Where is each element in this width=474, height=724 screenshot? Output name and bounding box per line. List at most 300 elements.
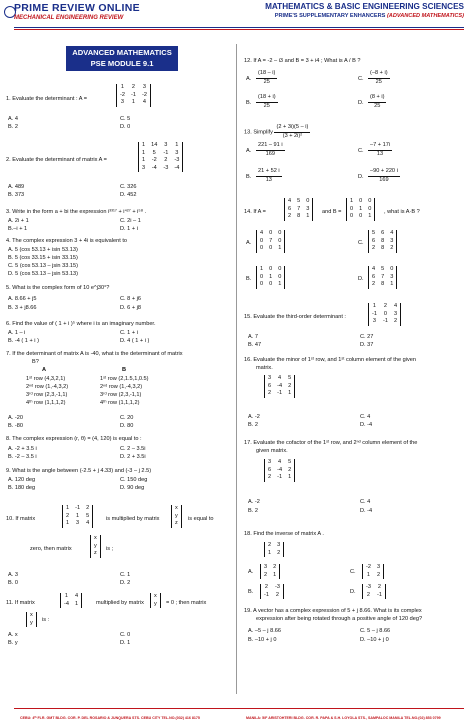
cell: 3 bbox=[76, 520, 80, 527]
cell: 1 bbox=[390, 281, 394, 288]
question-16 bbox=[244, 357, 416, 372]
cell: 0 bbox=[278, 273, 282, 280]
cell: 1 bbox=[76, 512, 80, 519]
cell: 0 bbox=[390, 266, 394, 272]
matrix bbox=[62, 505, 93, 528]
question-text: 10. If matrix bbox=[6, 516, 36, 522]
cell: 0 bbox=[368, 198, 372, 204]
question-11-end bbox=[166, 600, 206, 608]
options bbox=[248, 564, 468, 604]
cell: 1 bbox=[278, 245, 282, 252]
cell: 0 bbox=[359, 198, 363, 204]
numerator: (–8 + i) bbox=[368, 70, 390, 79]
option-d[interactable]: D. 2 bbox=[120, 580, 131, 586]
cell: 2 bbox=[288, 213, 292, 220]
question-text: 7. If the determinant of matrix A is -40, what is the determinant of matrix bbox=[6, 351, 183, 357]
cell: 2 bbox=[288, 466, 292, 473]
cell: y bbox=[94, 542, 97, 549]
option-b[interactable]: B. 2 bbox=[8, 124, 18, 130]
module-line1: ADVANCED MATHEMATICS bbox=[72, 48, 172, 57]
cell: 0 bbox=[350, 213, 354, 220]
cell: 0 bbox=[269, 281, 273, 288]
option-c[interactable]: C. 20 bbox=[120, 415, 134, 421]
question-11-mid bbox=[96, 600, 144, 608]
cell: 0 bbox=[383, 310, 388, 317]
subject-title: MATHEMATICS & BASIC ENGINEERING SCIENCES bbox=[265, 2, 464, 11]
question-18 bbox=[244, 531, 324, 539]
cell: x bbox=[175, 505, 178, 511]
option-c[interactable]: C. 326 bbox=[120, 184, 137, 190]
option-b-label: B. bbox=[248, 589, 254, 595]
cell: 1 bbox=[269, 273, 273, 280]
option-d-label: D. bbox=[358, 276, 364, 282]
cell: -4 bbox=[277, 466, 283, 473]
option-a-label: A. bbox=[246, 240, 252, 246]
question-10-line2 bbox=[30, 546, 72, 554]
option-b[interactable]: B. -80 bbox=[8, 423, 23, 429]
option-c[interactable]: C. 2i – 1 bbox=[120, 218, 141, 224]
option-b[interactable]: B. 2 bbox=[248, 422, 258, 428]
option-a[interactable]: A. x bbox=[8, 632, 18, 638]
cell: -1 bbox=[277, 390, 283, 397]
subject-sub-b: (ADVANCED MATHEMATICS) bbox=[386, 13, 464, 19]
option-d[interactable]: D. 37 bbox=[360, 342, 374, 348]
cell: 0 bbox=[368, 205, 372, 212]
option-a[interactable]: A. 489 bbox=[8, 184, 25, 190]
numerator: (2 + 3i)(5 – i) bbox=[274, 124, 310, 133]
option-a[interactable]: A. 5 (cos 53.13 + isin 53.13) bbox=[8, 247, 78, 253]
cell: 2 bbox=[86, 505, 90, 511]
cell: 4 bbox=[86, 520, 90, 527]
footer bbox=[0, 712, 474, 724]
cell: 2 bbox=[376, 571, 381, 578]
cell: 0 bbox=[359, 213, 363, 220]
vector bbox=[90, 535, 101, 558]
question-10 bbox=[6, 516, 35, 524]
option-c[interactable]: C. 5 – j 8.66 bbox=[360, 628, 391, 634]
cell: 6 bbox=[372, 237, 376, 244]
options bbox=[8, 247, 228, 281]
cell: 1 bbox=[288, 474, 292, 481]
cell: 2 bbox=[277, 549, 281, 556]
options bbox=[248, 628, 468, 646]
option-d-label: D. bbox=[350, 589, 356, 595]
option-d[interactable] bbox=[368, 266, 397, 289]
question-text: is equal to bbox=[188, 516, 214, 522]
cell: 6 bbox=[268, 382, 272, 389]
question-text: 5. What is the complex form of 10 e^j30°? bbox=[6, 285, 110, 291]
numerator: –7 + 17i bbox=[368, 142, 392, 151]
option-b[interactable] bbox=[256, 168, 282, 184]
option-c[interactable]: C. 150 deg bbox=[120, 477, 148, 483]
cell: 2 bbox=[288, 382, 292, 389]
option-d[interactable]: D. -4 bbox=[360, 422, 373, 428]
option-a[interactable]: A. 2i + 1 bbox=[8, 218, 29, 224]
option-b-label: B. bbox=[246, 276, 252, 282]
row-b: 2ⁿᵈ row (1,-4,3,2) bbox=[100, 384, 143, 390]
cell: 1 bbox=[273, 571, 277, 578]
cell: 3 bbox=[376, 564, 381, 570]
cell: -1 bbox=[376, 591, 382, 598]
option-d[interactable] bbox=[368, 94, 386, 110]
header-rule bbox=[14, 27, 464, 28]
matrix bbox=[264, 459, 295, 482]
cell: 0 bbox=[260, 273, 264, 280]
option-d[interactable]: D. 80 bbox=[120, 423, 134, 429]
question-13 bbox=[244, 124, 310, 140]
question-7 bbox=[6, 351, 183, 366]
option-b[interactable]: B.–i + 1 bbox=[8, 226, 28, 232]
option-b[interactable]: B. y bbox=[8, 640, 18, 646]
options bbox=[8, 477, 228, 495]
cell: 2 bbox=[372, 281, 376, 288]
cell: 5 bbox=[86, 512, 90, 519]
question-14-mid bbox=[322, 209, 341, 217]
question-10-end bbox=[188, 516, 214, 524]
cell: -4 bbox=[277, 382, 283, 389]
option-a[interactable]: A. 1 – i bbox=[8, 330, 26, 336]
cell: 6 bbox=[288, 205, 292, 212]
cell: -3 bbox=[174, 157, 180, 164]
cell: 3 bbox=[120, 99, 125, 106]
option-a[interactable]: A. –5 – j 8.66 bbox=[248, 628, 281, 634]
cell: 5 bbox=[372, 230, 376, 236]
option-d[interactable]: D. -4 bbox=[360, 508, 373, 514]
question-11 bbox=[6, 600, 35, 608]
cell: 1 bbox=[120, 84, 125, 90]
row-b: 4ᵗʰ row (1,1,1,2) bbox=[100, 400, 140, 406]
cell: 6 bbox=[372, 273, 376, 280]
cell: 4 bbox=[278, 459, 282, 465]
options bbox=[246, 70, 466, 118]
question-3 bbox=[6, 209, 146, 217]
cell: 7 bbox=[269, 237, 273, 244]
matrix bbox=[264, 542, 284, 557]
vector bbox=[150, 593, 161, 608]
option-c[interactable]: C. 4 bbox=[360, 499, 371, 505]
option-c-label: C. bbox=[350, 569, 356, 575]
row-a: 3ʳᵈ row (2,3,-1,1) bbox=[26, 392, 68, 398]
option-b[interactable] bbox=[260, 584, 284, 599]
question-text: 12. If A = -2 – i3 and B = 3 + i4 ; What is bbox=[244, 58, 343, 64]
option-d[interactable]: D. 5 (cos 53.13 – jsin 53.13) bbox=[8, 271, 78, 277]
question-text-cont: expression after being rotated through a positive angle of 120 deg? bbox=[256, 615, 423, 622]
option-d[interactable]: D. 6 + j8 bbox=[120, 305, 141, 311]
cell: 3 bbox=[164, 142, 168, 148]
option-c-label: C. bbox=[358, 148, 364, 154]
option-d-label: D. bbox=[358, 100, 364, 106]
cell: 2 bbox=[366, 591, 371, 598]
options bbox=[8, 184, 228, 202]
cell: x bbox=[94, 535, 97, 541]
cell: 8 bbox=[381, 237, 385, 244]
cell: 1 bbox=[359, 205, 363, 212]
question-text: 3. Write in the form a + bi the expression i³³¹⁷ + i⁴²⁷ + i⁵⁸ . bbox=[6, 209, 147, 215]
denominator: 13 bbox=[376, 150, 384, 157]
option-a[interactable]: A. 3 bbox=[8, 572, 18, 578]
question-4 bbox=[6, 238, 127, 246]
cell: 2 bbox=[66, 512, 70, 519]
question-text: is : bbox=[42, 617, 50, 623]
matrix bbox=[60, 593, 82, 608]
heading-b: B bbox=[122, 367, 127, 373]
row-a: 2ⁿᵈ row (1,-4,3,2) bbox=[26, 384, 69, 390]
cell: 1 bbox=[74, 600, 79, 607]
options bbox=[248, 499, 468, 517]
option-a-label: A. bbox=[246, 76, 252, 82]
header-left bbox=[14, 2, 234, 21]
cell: 1 bbox=[288, 390, 292, 397]
cell: 5 bbox=[288, 459, 292, 465]
cell: 3 bbox=[175, 149, 179, 156]
cell: x bbox=[30, 612, 33, 618]
cell: z bbox=[94, 550, 97, 557]
option-d[interactable] bbox=[368, 168, 400, 184]
option-c[interactable]: C. 1 bbox=[120, 572, 131, 578]
option-a-label: A. bbox=[248, 569, 254, 575]
cell: 1 bbox=[268, 549, 272, 556]
option-d[interactable]: D. 452 bbox=[120, 192, 137, 198]
option-a[interactable]: A. -2 + 3.5 i bbox=[8, 446, 37, 452]
numerator: (18 – i) bbox=[256, 70, 277, 79]
question-text: 4. The complex expression 3 + 4i is equivalent to bbox=[6, 238, 128, 244]
options bbox=[246, 230, 466, 300]
cell: 3 bbox=[264, 564, 268, 570]
matrix bbox=[284, 198, 313, 221]
cell: 0 bbox=[269, 230, 273, 236]
option-a[interactable] bbox=[260, 564, 280, 579]
cell: y bbox=[154, 600, 157, 607]
options bbox=[246, 142, 466, 198]
question-10-tail bbox=[106, 546, 113, 554]
option-c[interactable]: C. 0 bbox=[120, 632, 131, 638]
option-d[interactable]: D. 1 bbox=[120, 640, 131, 646]
row-b: 1ˢᵗ row (2,1.5,1,0.5) bbox=[100, 376, 149, 382]
numerator: (8 + i) bbox=[368, 94, 386, 103]
question-text: 1. Evaluate the determinant : A = bbox=[6, 96, 88, 102]
cell: 0 bbox=[278, 230, 282, 236]
option-b[interactable]: B. 373 bbox=[8, 192, 25, 198]
cell: 0 bbox=[260, 237, 264, 244]
cell: 2 bbox=[264, 584, 269, 590]
option-a[interactable]: A. 8.66 + j5 bbox=[8, 296, 37, 302]
cell: 4 bbox=[260, 230, 264, 236]
option-a[interactable] bbox=[256, 142, 285, 158]
cell: 5 bbox=[288, 375, 292, 381]
cell: 3 bbox=[390, 273, 394, 280]
options bbox=[8, 116, 228, 134]
cell: 4 bbox=[278, 375, 282, 381]
option-b[interactable]: B. –10 + j 0 bbox=[248, 637, 277, 643]
matrix bbox=[368, 303, 401, 326]
question-text: is multiplied by matrix bbox=[106, 516, 160, 522]
cell: 6 bbox=[381, 230, 385, 236]
cell: 14 bbox=[151, 142, 158, 148]
cell: -4 bbox=[151, 164, 157, 171]
option-a-label: A. bbox=[246, 148, 252, 154]
heading-a: A bbox=[42, 367, 47, 373]
cell: 2 bbox=[164, 157, 168, 164]
footer-cebu-address: CEBU: 4ᵗʰ FLR. GMT BLDG. COR. P. DEL ROSARIO & JUNQUERA STS. CEBU CITY TEL.NO.(032) 416 8175 bbox=[20, 716, 200, 720]
vector bbox=[26, 612, 37, 627]
cell: 3 bbox=[142, 164, 146, 171]
question-text: 15. Evaluate the third-order determinant : bbox=[244, 314, 346, 320]
option-b[interactable]: B. -2 – 3.5 i bbox=[8, 454, 37, 460]
question-15 bbox=[244, 314, 346, 322]
matrix bbox=[116, 84, 151, 107]
matrix bbox=[138, 142, 183, 172]
module-title-box bbox=[66, 46, 178, 71]
question-text: 13. Simplify bbox=[244, 129, 273, 136]
cell: 7 bbox=[297, 205, 301, 212]
option-c[interactable] bbox=[368, 70, 390, 86]
cell: 1 bbox=[142, 149, 146, 156]
subject-subtitle bbox=[234, 13, 464, 19]
cell: x bbox=[154, 593, 157, 599]
option-d[interactable]: D. 2 + 3.5i bbox=[120, 454, 146, 460]
option-b-label: B. bbox=[246, 100, 252, 106]
option-a[interactable]: A. -2 bbox=[248, 414, 260, 420]
cell: 4 bbox=[390, 230, 394, 236]
question-10-mid bbox=[106, 516, 159, 524]
option-d[interactable] bbox=[362, 584, 386, 599]
question-text-cont: given matrix. bbox=[256, 447, 288, 454]
option-c[interactable]: C. 1 + i bbox=[120, 330, 138, 336]
cell: 1 bbox=[366, 571, 371, 578]
option-c[interactable]: C. 5 (cos 53.13 – jsin 33.15) bbox=[8, 263, 78, 269]
brand-subtitle: MECHANICAL ENGINEERING REVIEW bbox=[14, 15, 124, 21]
option-d-label: D. bbox=[358, 174, 364, 180]
option-c[interactable]: C. 2 – 3.5i bbox=[120, 446, 146, 452]
module-line2: PSE MODULE 9.1 bbox=[90, 59, 154, 68]
question-9 bbox=[6, 468, 151, 476]
cell: -3 bbox=[163, 164, 169, 171]
cell: 3 bbox=[372, 318, 377, 325]
cell: 2 bbox=[377, 584, 382, 590]
cell: -1 bbox=[264, 591, 269, 598]
option-a[interactable]: A. -20 bbox=[8, 415, 23, 421]
option-b[interactable] bbox=[256, 94, 278, 110]
cell: 0 bbox=[269, 266, 273, 272]
denominator: 169 bbox=[379, 176, 389, 183]
question-2 bbox=[6, 157, 107, 165]
cell: 2 bbox=[131, 84, 136, 90]
option-a[interactable]: A. 120 deg bbox=[8, 477, 36, 483]
denominator: 13 bbox=[265, 176, 272, 183]
cell: -4 bbox=[174, 164, 180, 171]
question-text: 18. Find the inverse of matrix A . bbox=[244, 531, 324, 537]
options bbox=[8, 415, 228, 433]
vector bbox=[171, 505, 182, 528]
option-b[interactable]: B. 47 bbox=[248, 342, 262, 348]
option-b[interactable]: B. 2 bbox=[248, 508, 258, 514]
question-14-end bbox=[384, 209, 420, 217]
option-d[interactable]: D. 0 bbox=[120, 124, 131, 130]
cell: 4 bbox=[393, 303, 398, 309]
question-text: 8. The complex expression (r, θ) = (4, 120) is equal to : bbox=[6, 436, 142, 442]
cell: 5 bbox=[152, 149, 156, 156]
cell: -3 bbox=[274, 584, 280, 590]
cell: 1 bbox=[368, 213, 372, 220]
option-c[interactable] bbox=[368, 230, 397, 253]
cell: 2 bbox=[268, 390, 272, 397]
option-d[interactable]: D. 4 ( 1 + i ) bbox=[120, 338, 150, 344]
options bbox=[8, 296, 228, 314]
option-c[interactable]: C. 5 bbox=[120, 116, 131, 122]
cell: z bbox=[175, 520, 178, 527]
cell: 3 bbox=[142, 84, 147, 90]
row-a: 4ᵗʰ row (1,1,1,2) bbox=[26, 400, 66, 406]
option-a[interactable] bbox=[256, 70, 277, 86]
question-text: , what is A·B ? bbox=[384, 209, 420, 215]
option-a[interactable]: A. 4 bbox=[8, 116, 18, 122]
option-c[interactable]: C. 4 bbox=[360, 414, 371, 420]
question-text-cont: matrix. bbox=[256, 364, 273, 371]
question-6 bbox=[6, 321, 156, 329]
column-divider bbox=[236, 44, 237, 694]
cell: 2 bbox=[390, 245, 394, 252]
question-1 bbox=[6, 96, 87, 104]
option-a[interactable]: A. -2 bbox=[248, 499, 260, 505]
cell: 4 bbox=[288, 198, 292, 204]
option-a[interactable]: A. 7 bbox=[248, 334, 258, 340]
option-b[interactable]: B. 5 (cos 33.15 + isin 33.15) bbox=[8, 255, 78, 261]
cell: 0 bbox=[306, 198, 310, 204]
option-c[interactable]: C. 27 bbox=[360, 334, 374, 340]
options bbox=[8, 572, 228, 590]
question-text: = 0 ; then matrix bbox=[166, 600, 207, 606]
denominator: 169 bbox=[265, 150, 275, 157]
option-b[interactable] bbox=[256, 266, 285, 289]
denominator: 25 bbox=[263, 102, 270, 109]
cell: 1 bbox=[260, 266, 264, 272]
option-d[interactable]: D. –10 + j 0 bbox=[360, 637, 389, 643]
matrix-rows bbox=[26, 367, 226, 409]
option-a[interactable] bbox=[256, 230, 285, 253]
denominator: 25 bbox=[375, 78, 382, 85]
cell: 2 bbox=[268, 474, 272, 481]
option-c[interactable] bbox=[362, 564, 384, 579]
options bbox=[8, 446, 228, 464]
option-b[interactable]: B. -4 ( 1 + i ) bbox=[8, 338, 39, 344]
question-11-tail bbox=[42, 617, 49, 625]
cell: 4 bbox=[74, 593, 79, 599]
cell: 5 bbox=[297, 198, 301, 204]
option-b[interactable]: B. 180 deg bbox=[8, 485, 36, 491]
question-19 bbox=[244, 608, 422, 623]
row-b: 3ʳᵈ row (2,3,-1,1) bbox=[100, 392, 142, 398]
option-d[interactable]: D. 1 + i bbox=[120, 226, 138, 232]
cell: 1 bbox=[142, 142, 146, 148]
option-d[interactable]: D. 90 deg bbox=[120, 485, 145, 491]
cell: 8 bbox=[381, 281, 385, 288]
cell: 4 bbox=[142, 99, 147, 106]
option-c[interactable]: C. 8 + j6 bbox=[120, 296, 141, 302]
matrix bbox=[264, 375, 295, 398]
option-b[interactable]: B. 3 + j8.66 bbox=[8, 305, 37, 311]
question-text: 17. Evaluate the cofactor of the 1ˢᵗ row, and 2ⁿᵈ column element of the bbox=[244, 440, 418, 446]
cell: 4 bbox=[372, 266, 376, 272]
cell: -2 bbox=[151, 157, 157, 164]
numerator: 221 – 91 i bbox=[256, 142, 285, 151]
option-c[interactable] bbox=[368, 142, 392, 158]
cell: -1 bbox=[130, 91, 136, 98]
brand-title: PRIME REVIEW ONLINE bbox=[14, 2, 140, 14]
option-c-label: C. bbox=[358, 240, 364, 246]
matrix bbox=[346, 198, 375, 221]
cell: 2 bbox=[275, 591, 280, 598]
option-b[interactable]: B. 0 bbox=[8, 580, 18, 586]
